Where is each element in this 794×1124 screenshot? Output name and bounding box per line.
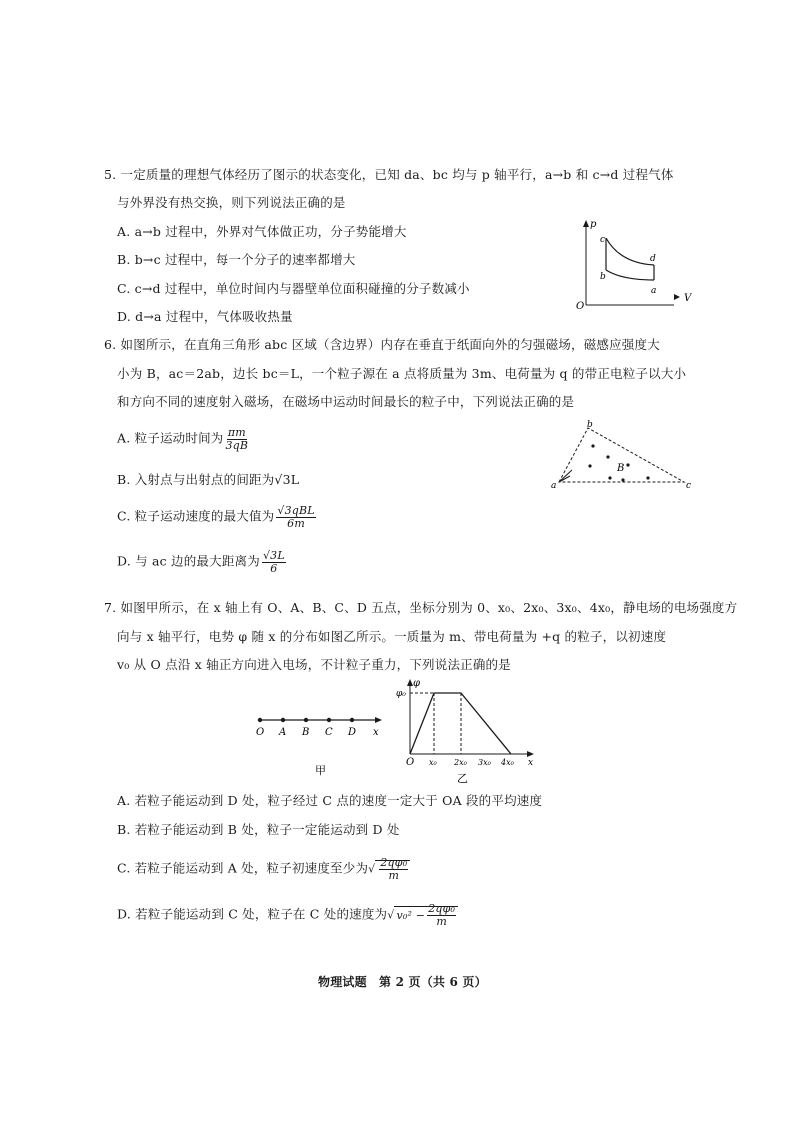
q5-stem-line1: 5. 一定质量的理想气体经历了图示的状态变化，已知 da、bc 均与 p 轴平行，a→b 和 c→d 过程气体 — [104, 167, 674, 182]
q6-option-d-text: D. 与 ac 边的最大距离为 — [117, 553, 260, 569]
q7-stem-line2: 向与 x 轴平行，电势 φ 随 x 的分布如图乙所示。一质量为 m、带电荷量为 +q 的粒子，以初速度 — [117, 629, 667, 644]
yi-tick-x0: x₀ — [429, 758, 437, 767]
yi-caption: 乙 — [457, 772, 468, 785]
yi-phi-label: φ — [413, 678, 421, 689]
yi-tick-2x0: 2x₀ — [454, 758, 467, 767]
q5-option-a: A. a→b 过程中，外界对气体做正功，分子势能增大 — [117, 224, 407, 239]
q7-option-c-text: C. 若粒子能运动到 A 处，粒子初速度至少为 — [117, 860, 369, 876]
q5-option-c: C. c→d 过程中，单位时间内与器壁单位面积碰撞的分子数减小 — [117, 281, 470, 296]
q6-triangle-diagram — [548, 418, 698, 492]
q6-option-c-numerator: √3qBL — [277, 504, 315, 517]
yi-phi0-label: φ₀ — [396, 689, 406, 699]
q5-pv-diagram — [570, 215, 700, 315]
point-d-label: d — [650, 254, 656, 264]
yi-x-label: x — [528, 758, 534, 768]
v-axis-label: V — [684, 293, 692, 304]
q7-option-d-v0: v₀² − — [396, 908, 426, 922]
p-axis-label: p — [590, 219, 597, 230]
q5-option-d: D. d→a 过程中，气体吸收热量 — [117, 309, 293, 324]
q5-stem-line2: 与外界没有热交换，则下列说法正确的是 — [117, 195, 346, 210]
q7-option-a: A. 若粒子能运动到 D 处，粒子经过 C 点的速度一定大于 OA 段的平均速度 — [117, 793, 543, 808]
q6-option-d — [117, 550, 286, 574]
q6-option-d-numerator: √3L — [262, 549, 285, 562]
jia-point-c: C — [325, 727, 333, 738]
q7-option-c: C. 若粒子能运动到 A 处，粒子初速度至少为√ $\frac{\text{2qφ₀}}{m}$ — [117, 857, 410, 881]
jia-caption: 甲 — [315, 764, 326, 777]
q6-stem-line1: 6. 如图所示，在直角三角形 abc 区域（含边界）内存在垂直于纸面向外的匀强磁场，磁感应强度大 — [104, 337, 660, 352]
q7-option-d-numerator: 2qφ₀ — [428, 902, 456, 915]
q6-option-d-denominator: 6 — [270, 561, 278, 575]
jia-point-b: B — [302, 727, 310, 738]
point-b-label: b — [600, 272, 606, 282]
q6-option-c-denominator: 6m — [287, 516, 306, 530]
q6-option-c-text: C. 粒子运动速度的最大值为 — [117, 508, 275, 524]
q5-option-b: B. b→c 过程中，每一个分子的速率都增大 — [117, 252, 356, 267]
q7-option-b: B. 若粒子能运动到 B 处，粒子一定能运动到 D 处 — [117, 822, 400, 837]
page-footer: 物理试题 第 2 页（共 6 页） — [318, 975, 487, 989]
field-b-label: B — [617, 463, 625, 474]
vertex-c-label: c — [686, 481, 692, 491]
jia-point-d: D — [348, 727, 357, 738]
q7-option-d-denominator: m — [436, 914, 448, 928]
vertex-a-label: a — [551, 481, 557, 491]
q6-option-a-numerator: πm — [227, 426, 246, 439]
jia-point-a: A — [279, 727, 287, 738]
origin-label: O — [576, 301, 585, 312]
q7-option-c-denominator: m — [388, 868, 400, 882]
point-c-label: c — [600, 235, 606, 245]
q7-stem-line3: v₀ 从 O 点沿 x 轴正方向进入电场，不计粒子重力，下列说法正确的是 — [117, 657, 511, 672]
q6-option-a-denominator: 3qB — [225, 438, 249, 452]
point-a-label: a — [651, 286, 657, 296]
q7-option-d-text: D. 若粒子能运动到 C 处，粒子在 C 处的速度为 — [117, 906, 388, 922]
jia-x-label: x — [373, 727, 379, 738]
vertex-b-label: b — [587, 420, 593, 430]
yi-tick-4x0: 4x₀ — [501, 758, 514, 767]
q7-fig-yi — [368, 676, 538, 786]
q6-option-c — [117, 505, 316, 529]
q6-stem-line2: 小为 B，ac＝2ab，边长 bc＝L，一个粒子源在 a 点将质量为 3m、电荷量为 q 的带正电粒子以大小 — [117, 366, 687, 381]
q6-option-a — [117, 427, 248, 451]
q7-option-d: D. 若粒子能运动到 C 处，粒子在 C 处的速度为√ v₀² − $\frac{\text{2qφ₀}}{m}$ — [117, 903, 458, 927]
yi-tick-3x0: 3x₀ — [478, 758, 491, 767]
q6-stem-line3: 和方向不同的速度射入磁场，在磁场中运动时间最长的粒子中，下列说法正确的是 — [117, 394, 575, 409]
yi-origin-label: O — [406, 757, 415, 768]
q6-option-b: B. 入射点与出射点的间距为√3L — [117, 472, 300, 487]
q7-stem-line1: 7. 如图甲所示，在 x 轴上有 O、A、B、C、D 五点，坐标分别为 0、x₀、2x₀、3x₀、4x₀，静电场的电场强度方 — [104, 600, 738, 615]
q6-option-a-text: A. 粒子运动时间为 — [117, 430, 224, 446]
q7-option-c-numerator: 2qφ₀ — [380, 856, 408, 869]
jia-point-o: O — [256, 727, 265, 738]
